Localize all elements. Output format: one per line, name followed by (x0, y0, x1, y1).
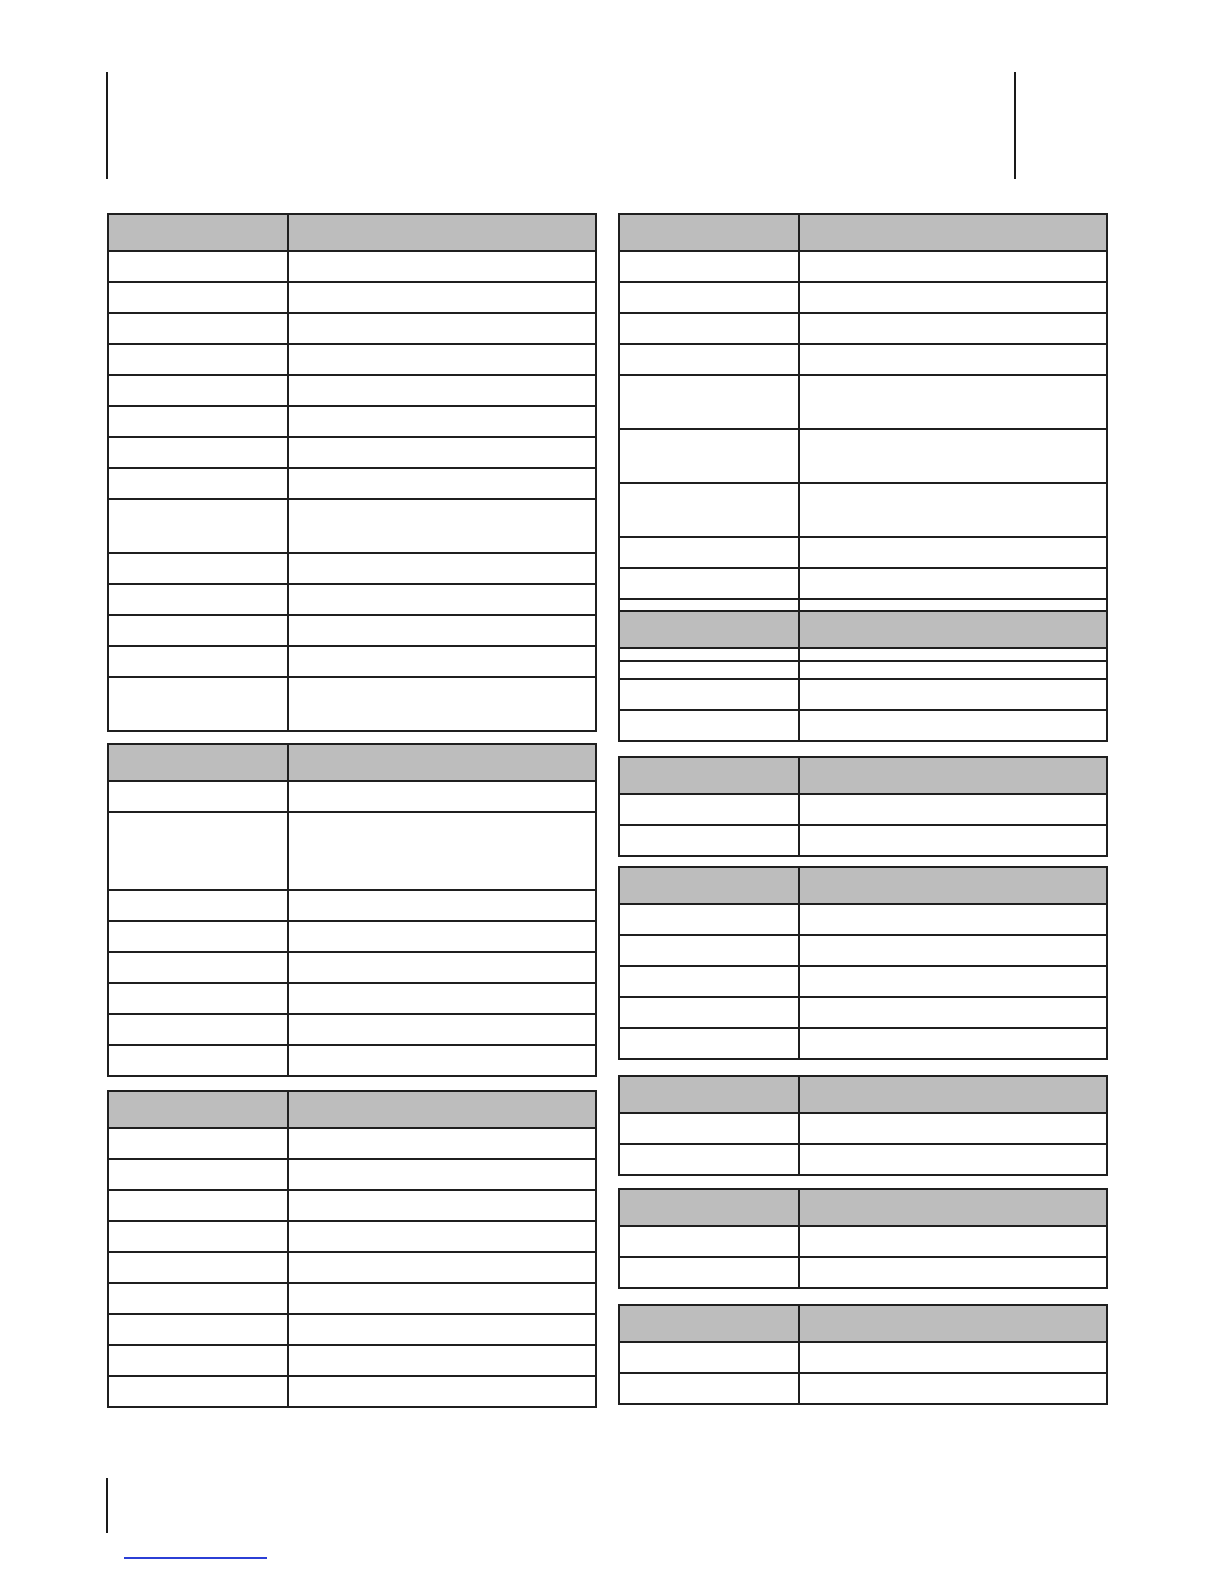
label-cell (619, 344, 799, 375)
value-cell (288, 375, 596, 406)
label-cell (619, 966, 799, 997)
table-row (108, 677, 596, 731)
label-cell (108, 406, 288, 437)
table-row (108, 406, 596, 437)
value-cell (288, 952, 596, 983)
value-cell (288, 406, 596, 437)
value-cell (288, 677, 596, 731)
table-header-row (619, 1189, 1107, 1226)
value-cell (288, 812, 596, 890)
table-row (619, 679, 1107, 710)
label-cell (108, 499, 288, 553)
table-row (619, 966, 1107, 997)
value-cell (799, 537, 1107, 568)
value-cell (288, 1128, 596, 1159)
table-header-row (619, 757, 1107, 794)
label-cell (108, 344, 288, 375)
label-cell (108, 251, 288, 282)
header-cell (288, 214, 596, 251)
label-cell (108, 1376, 288, 1407)
label-cell (108, 677, 288, 731)
spec-table-1 (107, 213, 597, 732)
label-cell (108, 553, 288, 584)
label-cell (108, 646, 288, 677)
table-row (108, 1045, 596, 1076)
value-cell (288, 282, 596, 313)
value-cell (288, 615, 596, 646)
value-cell (288, 251, 596, 282)
label-cell (108, 781, 288, 812)
table-row (108, 251, 596, 282)
header-cell (799, 611, 1107, 648)
table-row (108, 615, 596, 646)
table-header-row (108, 1091, 596, 1128)
value-cell (799, 282, 1107, 313)
table-row (619, 483, 1107, 537)
value-cell (799, 997, 1107, 1028)
table-row (619, 794, 1107, 825)
value-cell (288, 921, 596, 952)
spec-table-8 (618, 1075, 1108, 1176)
value-cell (799, 679, 1107, 710)
table-row (619, 1144, 1107, 1175)
spec-table-7 (618, 866, 1108, 1060)
header-cell (108, 744, 288, 781)
header-cell (108, 1091, 288, 1128)
table-row (108, 499, 596, 553)
table-row (619, 375, 1107, 429)
label-cell (619, 251, 799, 282)
table-row (619, 282, 1107, 313)
label-cell (108, 812, 288, 890)
value-cell (799, 1342, 1107, 1373)
label-cell (108, 1252, 288, 1283)
header-cell (799, 757, 1107, 794)
table-row (108, 1190, 596, 1221)
value-cell (799, 313, 1107, 344)
label-cell (108, 1345, 288, 1376)
label-cell (108, 1045, 288, 1076)
value-cell (799, 1113, 1107, 1144)
spec-table-2 (107, 743, 597, 1077)
label-cell (108, 1221, 288, 1252)
label-cell (619, 935, 799, 966)
label-cell (108, 468, 288, 499)
label-cell (108, 584, 288, 615)
label-cell (619, 537, 799, 568)
label-cell (619, 429, 799, 483)
table-row (108, 1128, 596, 1159)
header-cell (619, 757, 799, 794)
label-cell (108, 375, 288, 406)
value-cell (288, 437, 596, 468)
value-cell (288, 553, 596, 584)
label-cell (619, 1342, 799, 1373)
label-cell (108, 1314, 288, 1345)
table-row (108, 553, 596, 584)
label-cell (619, 1226, 799, 1257)
header-cell (619, 867, 799, 904)
spec-table-5 (618, 610, 1108, 742)
table-row (108, 282, 596, 313)
value-cell (799, 1257, 1107, 1288)
table-row (108, 1221, 596, 1252)
label-cell (619, 483, 799, 537)
table-row (108, 375, 596, 406)
table-row (619, 997, 1107, 1028)
table-row (108, 1283, 596, 1314)
table-header-row (108, 744, 596, 781)
label-cell (619, 1113, 799, 1144)
label-cell (619, 1028, 799, 1059)
value-cell (288, 1014, 596, 1045)
value-cell (288, 1314, 596, 1345)
table-row (619, 904, 1107, 935)
table-row (619, 313, 1107, 344)
value-cell (288, 1252, 596, 1283)
label-cell (619, 997, 799, 1028)
value-cell (799, 429, 1107, 483)
label-cell (108, 313, 288, 344)
spec-table-4 (618, 213, 1108, 662)
value-cell (799, 1028, 1107, 1059)
header-cell (799, 214, 1107, 251)
value-cell (288, 344, 596, 375)
value-cell (288, 1190, 596, 1221)
label-cell (619, 1373, 799, 1404)
label-cell (619, 794, 799, 825)
spec-table-10 (618, 1304, 1108, 1405)
footer-link-underline (124, 1557, 267, 1559)
table-header-row (108, 214, 596, 251)
table-row (619, 825, 1107, 856)
spec-table-3 (107, 1090, 597, 1408)
table-row (619, 429, 1107, 483)
value-cell (799, 568, 1107, 599)
table-row (108, 781, 596, 812)
label-cell (619, 313, 799, 344)
value-cell (799, 904, 1107, 935)
label-cell (108, 890, 288, 921)
table-row (619, 537, 1107, 568)
table-row (619, 710, 1107, 741)
table-row (108, 1014, 596, 1045)
table-row (108, 952, 596, 983)
label-cell (619, 904, 799, 935)
value-cell (288, 1376, 596, 1407)
value-cell (288, 1045, 596, 1076)
table-row (108, 983, 596, 1014)
label-cell (108, 1128, 288, 1159)
label-cell (108, 437, 288, 468)
header-cell (108, 214, 288, 251)
table-row (108, 646, 596, 677)
header-cell (288, 1091, 596, 1128)
table-row (108, 1314, 596, 1345)
value-cell (799, 825, 1107, 856)
label-cell (619, 568, 799, 599)
table-row (108, 812, 596, 890)
label-cell (108, 921, 288, 952)
header-cell (619, 611, 799, 648)
table-row (108, 468, 596, 499)
table-header-row (619, 1076, 1107, 1113)
value-cell (799, 935, 1107, 966)
value-cell (799, 375, 1107, 429)
table-row (108, 437, 596, 468)
value-cell (288, 1159, 596, 1190)
value-cell (799, 1373, 1107, 1404)
table-row (108, 584, 596, 615)
table-header-row (619, 1305, 1107, 1342)
table-row (619, 1028, 1107, 1059)
label-cell (619, 825, 799, 856)
table-row (619, 251, 1107, 282)
label-cell (108, 1159, 288, 1190)
header-right-rule (1014, 72, 1016, 179)
spec-table-6 (618, 756, 1108, 857)
label-cell (619, 282, 799, 313)
value-cell (288, 1221, 596, 1252)
value-cell (799, 344, 1107, 375)
value-cell (288, 468, 596, 499)
value-cell (799, 1144, 1107, 1175)
footer-left-rule (106, 1478, 108, 1533)
header-cell (619, 1189, 799, 1226)
value-cell (799, 648, 1107, 679)
table-row (619, 648, 1107, 679)
label-cell (619, 648, 799, 679)
table-row (108, 344, 596, 375)
value-cell (799, 483, 1107, 537)
value-cell (288, 890, 596, 921)
table-row (108, 313, 596, 344)
table-row (619, 568, 1107, 599)
value-cell (799, 251, 1107, 282)
table-row (619, 344, 1107, 375)
value-cell (799, 794, 1107, 825)
label-cell (108, 282, 288, 313)
label-cell (108, 983, 288, 1014)
table-row (619, 1342, 1107, 1373)
value-cell (799, 1226, 1107, 1257)
table-row (619, 1257, 1107, 1288)
header-cell (799, 1189, 1107, 1226)
header-cell (799, 1076, 1107, 1113)
table-row (108, 921, 596, 952)
table-row (108, 1252, 596, 1283)
table-row (619, 1113, 1107, 1144)
spec-table-9 (618, 1188, 1108, 1289)
value-cell (288, 1283, 596, 1314)
table-header-row (619, 867, 1107, 904)
table-row (619, 935, 1107, 966)
label-cell (108, 1014, 288, 1045)
table-row (108, 1159, 596, 1190)
header-cell (619, 214, 799, 251)
value-cell (288, 781, 596, 812)
header-cell (799, 1305, 1107, 1342)
table-row (619, 1373, 1107, 1404)
value-cell (288, 983, 596, 1014)
label-cell (108, 952, 288, 983)
value-cell (288, 646, 596, 677)
label-cell (108, 1190, 288, 1221)
value-cell (288, 499, 596, 553)
header-cell (619, 1076, 799, 1113)
header-cell (799, 867, 1107, 904)
value-cell (288, 584, 596, 615)
table-row (108, 890, 596, 921)
label-cell (619, 710, 799, 741)
header-left-rule (106, 72, 108, 179)
value-cell (288, 313, 596, 344)
value-cell (799, 710, 1107, 741)
header-cell (619, 1305, 799, 1342)
value-cell (288, 1345, 596, 1376)
label-cell (619, 1144, 799, 1175)
label-cell (619, 679, 799, 710)
table-row (108, 1376, 596, 1407)
table-header-row (619, 214, 1107, 251)
value-cell (799, 966, 1107, 997)
label-cell (108, 1283, 288, 1314)
table-row (108, 1345, 596, 1376)
header-cell (288, 744, 596, 781)
table-row (619, 1226, 1107, 1257)
table-header-row (619, 611, 1107, 648)
label-cell (108, 615, 288, 646)
label-cell (619, 375, 799, 429)
label-cell (619, 1257, 799, 1288)
